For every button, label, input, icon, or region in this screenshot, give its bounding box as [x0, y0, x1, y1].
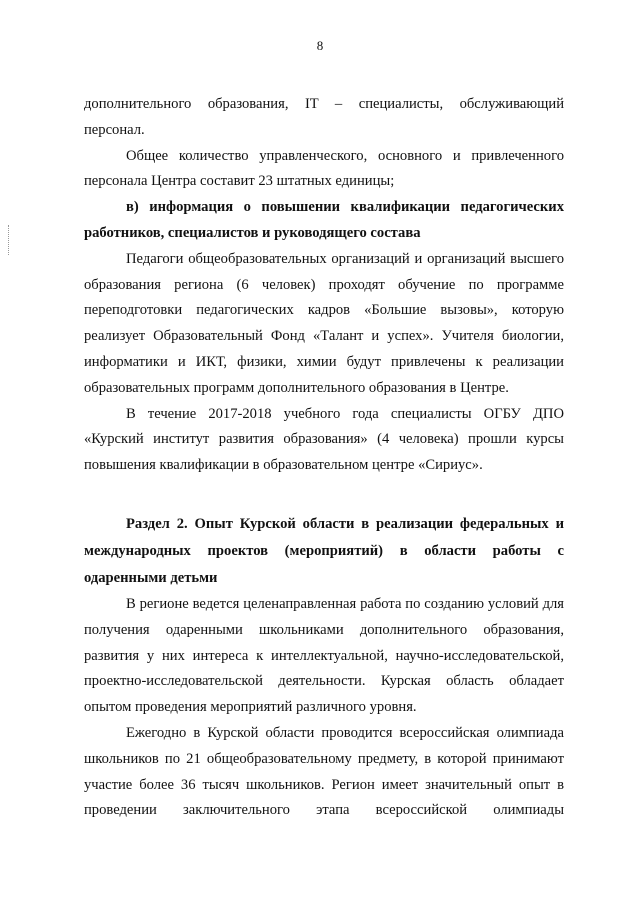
margin-mark [8, 225, 10, 255]
page-number: 8 [316, 38, 324, 53]
heading-qualification: в) информация о повышении квалификации педагогических работников, специалистов и руководящего состава [84, 199, 564, 241]
section-title-experience: Раздел 2. Опыт Курской области в реализации федеральных и международных проектов (мероприятий) в области работы с одаренными детьми [84, 515, 564, 586]
paragraph-olympiad: Ежегодно в Курской области проводится всероссийская олимпиада школьников по 21 общеобразовательному предмету, в которой принимают участие более 36 тысяч школьников. Регион имеет значительный опыт в проведении заключительного этапа всероссийской олимпиады [84, 724, 564, 819]
paragraph-staff-continuation: дополнительного образования, IT – специалисты, обслуживающий персонал. [84, 96, 564, 138]
paragraph-specialists-courses: В течение 2017-2018 учебного года специалисты ОГБУ ДПО «Курский институт развития образования» (4 человека) прошли курсы повышения квалификации в образовательном центре «Сириус». [84, 405, 564, 474]
document-body [84, 92, 564, 824]
paragraph-staff-total: Общее количество управленческого, основного и привлеченного персонала Центра составит 23 штатных единицы; [84, 147, 564, 190]
paragraph-region-work: В регионе ведется целенаправленная работа по созданию условий для получения одаренными школьниками дополнительного образования, развития у них интереса к интеллектуальной, научно-исследовательской, проектно-исследовательской деятельности. Курская область обладает опытом проведения мероприятий различного уровня. [84, 595, 564, 716]
paragraph-teachers-training: Педагоги общеобразовательных организаций и организаций высшего образования региона (6 человек) проходят обучение по программе переподготовки педагогических кадров «Большие вызовы», которую реализует Образовательный Фонд «Талант и успех». Учителя биологии, информатики и ИКТ, физики, химии будут привлечены к реализации образовательных программ дополнительного образования в Центре. [84, 250, 564, 396]
